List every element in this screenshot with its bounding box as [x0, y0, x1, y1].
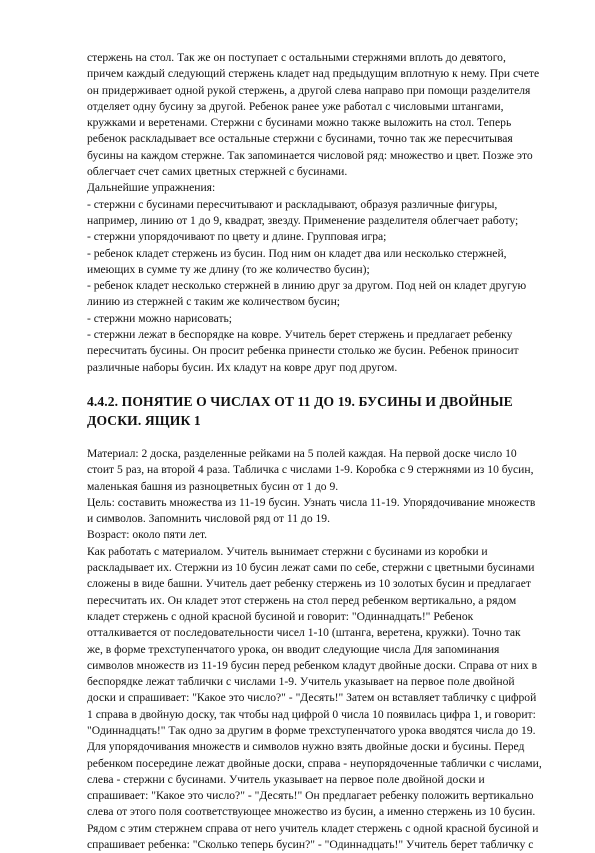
- text-line: Материал: 2 доска, разделенные рейками на 5 полей каждая. На первой доске число 10: [87, 446, 517, 460]
- text-line: причем каждый следующий стержень кладет над предыдущим вплотную к нему. При счете: [87, 67, 540, 81]
- text-line: Цель: составить множества из 11-19 бусин. Узнать числа 11-19. Упорядочивание множеств: [87, 495, 536, 509]
- document-page: [87, 50, 557, 853]
- text-line: кладет стержень с одной красной бусиной и говорит: "Одиннадцать!" Ребенок: [87, 609, 474, 623]
- text-line: - ребенок кладет стержень из бусин. Под ним он кладет два или несколько стержней,: [87, 246, 507, 260]
- text-line: слева от этого поля соответствующее множество из бусин, а именно стержень из 10 бусин.: [87, 805, 536, 819]
- text-line: и символов. Запомнить числовой ряд от 11 до 19.: [87, 512, 331, 526]
- text-line: стоит 5 раз, на второй 4 раза. Табличка с числами 1-9. Коробка с 9 стержнями из 10 бусин,: [87, 463, 534, 477]
- heading-line: ДОСКИ. ЯЩИК 1: [87, 412, 201, 428]
- text-line: например, линию от 1 до 9, квадрат, звезду. Применение разделителя облегчает работу;: [87, 213, 519, 227]
- text-line: ребенок раскладывает все остальные стержни с бусинами, точно так же пересчитывая: [87, 132, 513, 146]
- text-line: же, в форме трехступенчатого урока, он вводит следующие числа Для запоминания: [87, 642, 500, 656]
- heading-line: 4.4.2. ПОНЯТИЕ О ЧИСЛАХ ОТ 11 ДО 19. БУСИНЫ И ДВОЙНЫЕ: [87, 393, 513, 409]
- text-line: спрашивает: "Какое это число?" - "Десять!" Он предлагает ребенку положить вертикально: [87, 789, 534, 803]
- text-line: - стержни лежат в беспорядке на ковре. Учитель берет стержень и предлагает ребенку: [87, 328, 513, 342]
- text-line: отталкивается от последовательности чисел 1-10 (штанга, веретена, кружки). Точно так: [87, 626, 521, 640]
- text-line: Рядом с этим стержнем справа от него учитель кладет стержень с одной красной бусиной и: [87, 821, 539, 835]
- text-line: Возраст: около пяти лет.: [87, 528, 208, 542]
- section-2-text: [87, 446, 557, 853]
- text-line: Как работать с материалом. Учитель вынимает стержни с бусинами из коробки и: [87, 544, 488, 558]
- text-line: бусины на каждом стержне. Так запоминается числовой ряд: множество и цвет. Позже это: [87, 148, 533, 162]
- text-line: маленькая башня из разноцветных бусин от 1 до 9.: [87, 479, 339, 493]
- text-line: Дальнейшие упражнения:: [87, 181, 216, 195]
- text-line: кружками и веретенами. Стержни с бусинами можно также выложить на стол. Теперь: [87, 116, 512, 130]
- text-line: слева - стержни с бусинами. Учитель указывает на первое поле двойной доски и: [87, 772, 485, 786]
- text-line: он придерживает одной рукой стержень, а другой слева направо при помощи разделителя: [87, 83, 531, 97]
- section-heading: [87, 392, 557, 430]
- text-line: пересчитать бусины. Он просит ребенка принести столько же бусин. Ребенок приносит: [87, 344, 519, 358]
- text-line: доски и спрашивает: "Какое это число?" - "Десять!" Затем он вставляет табличку с цифрой: [87, 691, 537, 705]
- text-line: линию из стержней с таким же количеством бусин;: [87, 295, 341, 309]
- text-line: - стержни упорядочивают по цвету и длине. Групповая игра;: [87, 230, 387, 244]
- text-line: пересчитать их. Он кладет этот стержень на стол перед ребенком вертикально, а рядом: [87, 593, 517, 607]
- text-line: спрашивает ребенка: "Сколько теперь бусин?" - "Одиннадцать!" Учитель берет табличку с: [87, 838, 534, 852]
- text-line: раскладывает их. Стержни из 10 бусин лежат сами по себе, стержни с цветными бусинами: [87, 561, 535, 575]
- text-line: стержень на стол. Так же он поступает с остальными стержнями вплоть до девятого,: [87, 51, 506, 64]
- section-1-text: [87, 50, 557, 376]
- text-line: - ребенок кладет несколько стержней в линию друг за другом. Под ней он кладет другую: [87, 279, 527, 293]
- text-line: "Одиннадцать!" Так одно за другим в форме трехступенчатого урока вводятся числа до 19.: [87, 723, 536, 737]
- text-line: различные наборы бусин. Их кладут на ковре друг под другом.: [87, 360, 398, 374]
- text-line: облегчает счет самих цветных стержней с бусинами.: [87, 165, 348, 179]
- text-line: символов множеств из 11-19 бусин перед ребенком кладут двойные доски. Справа от них в: [87, 658, 538, 672]
- text-line: - стержни с бусинами пересчитывают и раскладывают, образуя различные фигуры,: [87, 197, 498, 211]
- text-line: - стержни можно нарисовать;: [87, 311, 233, 325]
- text-line: сложены в виде башни. Учитель дает ребенку стержень из 10 золотых бусин и предлагает: [87, 577, 531, 591]
- text-line: беспорядке лежат таблички с числами 1-9. Учитель указывает на первое поле двойной: [87, 675, 515, 689]
- text-line: Для упорядочивания множеств и символов нужно взять двойные доски и бусины. Перед: [87, 740, 525, 754]
- text-line: отделяет одну бусину за другой. Ребенок ранее уже работал с числовыми штангами,: [87, 99, 504, 113]
- text-line: имеющих в сумме ту же длину (то же количество бусин);: [87, 262, 370, 276]
- text-line: ребенком посередине лежат двойные доски, справа - неупорядоченные таблички с числами,: [87, 756, 542, 770]
- text-line: 1 справа в двойную доску, так чтобы над цифрой 0 числа 10 появилась цифра 1, и говорит:: [87, 707, 536, 721]
